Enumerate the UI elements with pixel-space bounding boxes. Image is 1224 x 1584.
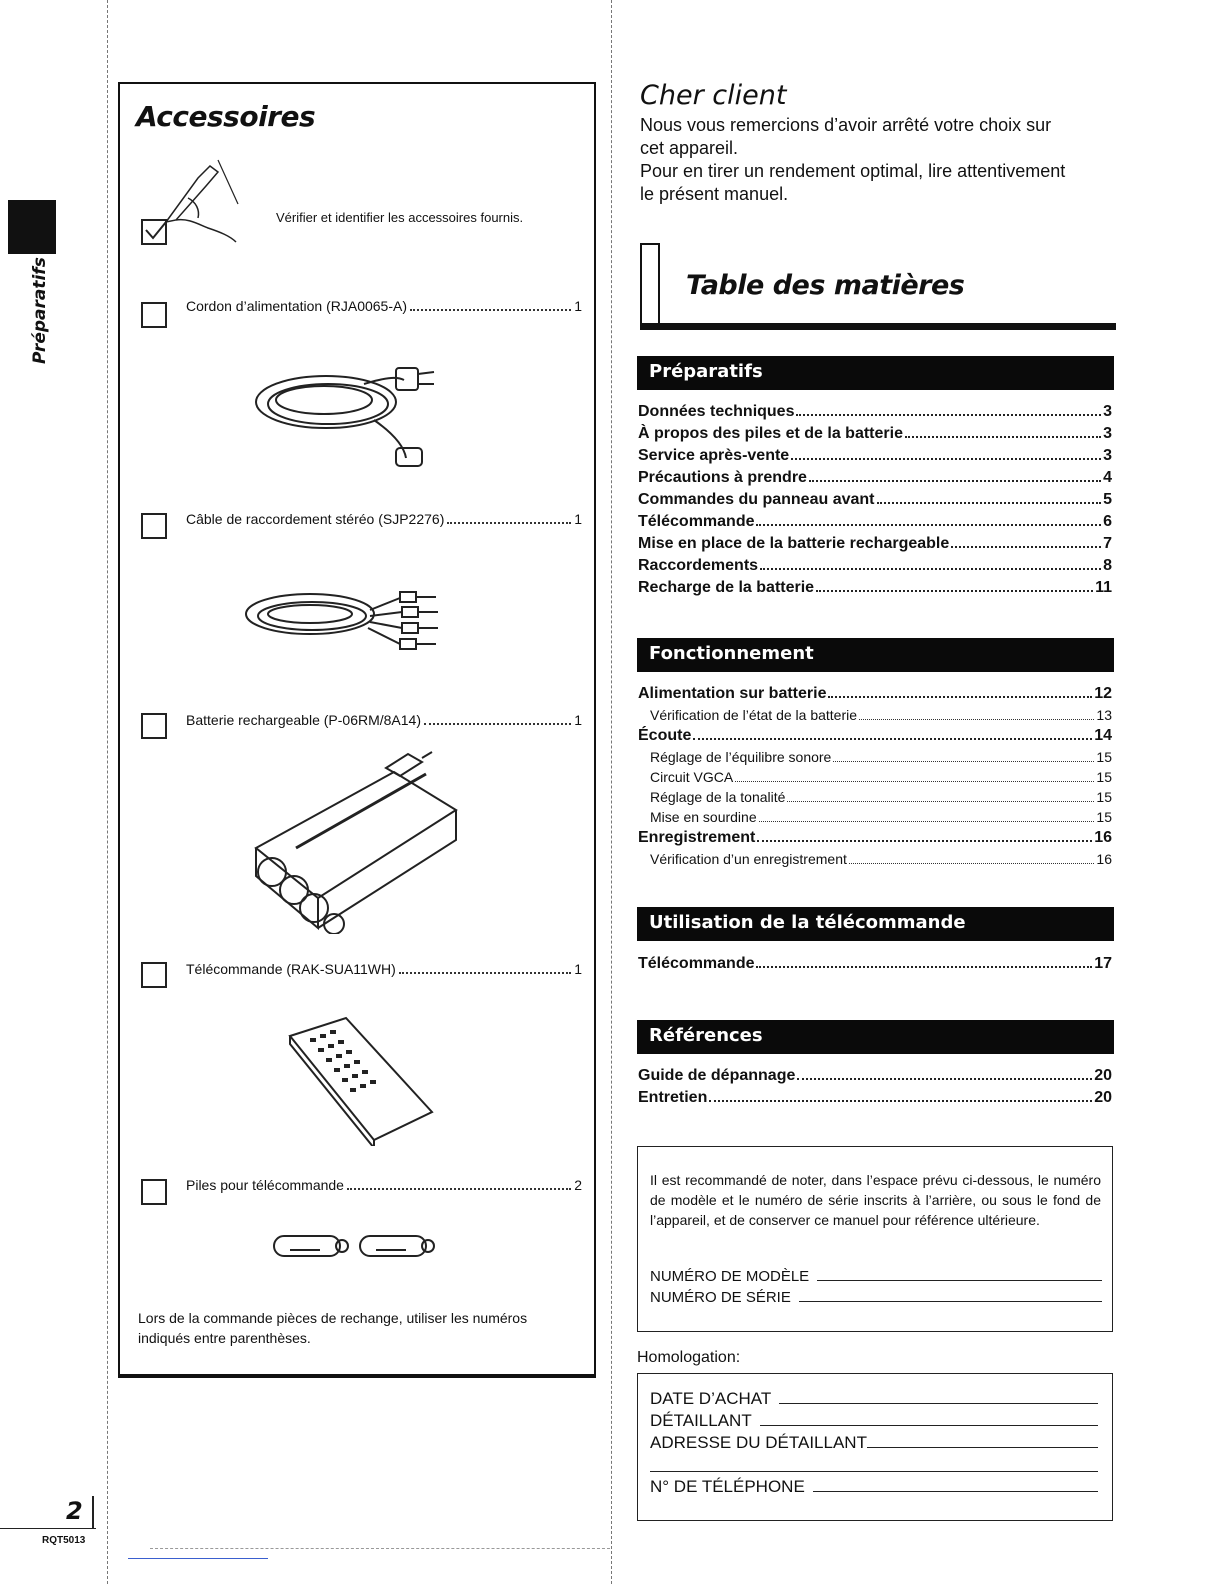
- toc-entry[interactable]: Précautions à prendre 4: [638, 469, 1112, 486]
- greeting-title: Cher client: [640, 80, 787, 111]
- toc-entry[interactable]: À propos des piles et de la batterie 3: [638, 425, 1112, 442]
- address-extra-line: [650, 1471, 1098, 1472]
- dealer-address-field[interactable]: ADRESSE DU DÉTAILLANT: [650, 1433, 1098, 1453]
- accessory-checkbox[interactable]: [141, 1179, 167, 1205]
- accessory-checkbox[interactable]: [141, 513, 167, 539]
- accessories-title: Accessoires: [136, 100, 316, 133]
- accessory-checkbox[interactable]: [141, 302, 167, 328]
- toc-section-header: Références: [637, 1020, 1114, 1054]
- toc-entry[interactable]: Guide de dépannage 20: [638, 1067, 1112, 1084]
- aa-batteries-illustration: [270, 1230, 440, 1264]
- binding-line-left: [107, 0, 108, 1584]
- toc-subentry[interactable]: Vérification de l’état de la batterie 13: [650, 707, 1112, 723]
- toc-subentry[interactable]: Circuit VGCA 15: [650, 769, 1112, 785]
- toc-entry[interactable]: Recharge de la batterie 11: [638, 579, 1112, 596]
- page-number-bracket: [92, 1496, 94, 1528]
- model-number-field[interactable]: NUMÉRO DE MODÈLE: [650, 1268, 1102, 1285]
- binding-line-center: [611, 0, 612, 1584]
- toc-entry[interactable]: Télécommande 17: [638, 955, 1112, 972]
- toc-subentry[interactable]: Réglage de l’équilibre sonore 15: [650, 749, 1112, 765]
- stereo-cable-illustration: [240, 580, 450, 664]
- page-number: 2: [66, 1497, 83, 1525]
- toc-entry[interactable]: Écoute 14: [638, 727, 1112, 744]
- toc-section-header: Préparatifs: [637, 356, 1114, 390]
- toc-section-preparatifs: [638, 403, 1112, 601]
- dealer-field[interactable]: DÉTAILLANT: [650, 1411, 1098, 1431]
- toc-subentry[interactable]: Vérification d’un enregistrement 16: [650, 851, 1112, 867]
- remote-control-illustration: [286, 1016, 436, 1146]
- toc-entry[interactable]: Mise en place de la batterie rechargeable 7: [638, 535, 1112, 552]
- toc-entry[interactable]: Télécommande 6: [638, 513, 1112, 530]
- toc-entry[interactable]: Données techniques 3: [638, 403, 1112, 420]
- toc-heading-rule: [640, 323, 1116, 330]
- toc-entry[interactable]: Entretien 20: [638, 1089, 1112, 1106]
- accessory-item-power-cord: Cordon d’alimentation (RJA0065-A) 1: [186, 298, 582, 314]
- side-tab-marker: [8, 200, 56, 254]
- accessory-item-remote-batteries: Piles pour télécommande 2: [186, 1177, 582, 1193]
- phone-number-field[interactable]: N° DE TÉLÉPHONE: [650, 1477, 1098, 1497]
- toc-entry[interactable]: Raccordements 8: [638, 557, 1112, 574]
- bottom-scan-line: [150, 1548, 610, 1549]
- accessory-checkbox[interactable]: [141, 713, 167, 739]
- toc-heading-bracket: [640, 243, 660, 329]
- homologation-label: Homologation:: [637, 1349, 741, 1366]
- accessory-checkbox[interactable]: [141, 962, 167, 988]
- purchase-date-field[interactable]: DATE D’ACHAT: [650, 1389, 1098, 1409]
- side-tab-label: Préparatifs: [30, 257, 50, 364]
- battery-pack-illustration: [236, 748, 466, 934]
- toc-section-fonctionnement: [638, 685, 1112, 871]
- accessories-footer-note: Lors de la commande pièces de rechange, utiliser les numéros indiqués entre parenthèses.: [138, 1310, 528, 1346]
- toc-subentry[interactable]: Mise en sourdine 15: [650, 809, 1112, 825]
- power-cord-illustration: [244, 354, 454, 472]
- footer-rule: [0, 1528, 96, 1529]
- pen-check-illustration: [138, 158, 268, 250]
- greeting-paragraph: Nous vous remercions d’avoir arrêté votre choix sur cet appareil. Pour en tirer un rendement optimal, lire attentivement le présent manuel.: [640, 115, 1066, 204]
- toc-entry[interactable]: Commandes du panneau avant 5: [638, 491, 1112, 508]
- toc-section-header: Utilisation de la télécommande: [637, 907, 1114, 941]
- bottom-blue-line: [128, 1558, 268, 1559]
- serial-number-field[interactable]: NUMÉRO DE SÉRIE: [650, 1289, 1102, 1306]
- toc-section-telecommande: [638, 955, 1112, 977]
- toc-section-references: [638, 1067, 1112, 1111]
- document-code: RQT5013: [42, 1535, 86, 1546]
- accessory-item-remote-control: Télécommande (RAK-SUA11WH) 1: [186, 961, 582, 977]
- record-info-text: Il est recommandé de noter, dans l’espace prévu ci-dessous, le numéro de modèle et le numéro de série inscrits à l’arrière, ou sous le fond de l’appareil, et de conserver ce manuel pour référence ultérieure.: [650, 1172, 1101, 1228]
- toc-entry[interactable]: Service après-vente 3: [638, 447, 1112, 464]
- accessories-instruction: Vérifier et identifier les accessoires fournis.: [276, 210, 524, 225]
- toc-title: Table des matières: [686, 270, 965, 301]
- toc-section-header: Fonctionnement: [637, 638, 1114, 672]
- toc-entry[interactable]: Alimentation sur batterie 12: [638, 685, 1112, 702]
- accessory-item-rechargeable-battery: Batterie rechargeable (P-06RM/8A14) 1: [186, 712, 582, 728]
- toc-subentry[interactable]: Réglage de la tonalité 15: [650, 789, 1112, 805]
- accessory-item-stereo-cable: Câble de raccordement stéréo (SJP2276) 1: [186, 511, 582, 527]
- toc-entry[interactable]: Enregistrement 16: [638, 829, 1112, 846]
